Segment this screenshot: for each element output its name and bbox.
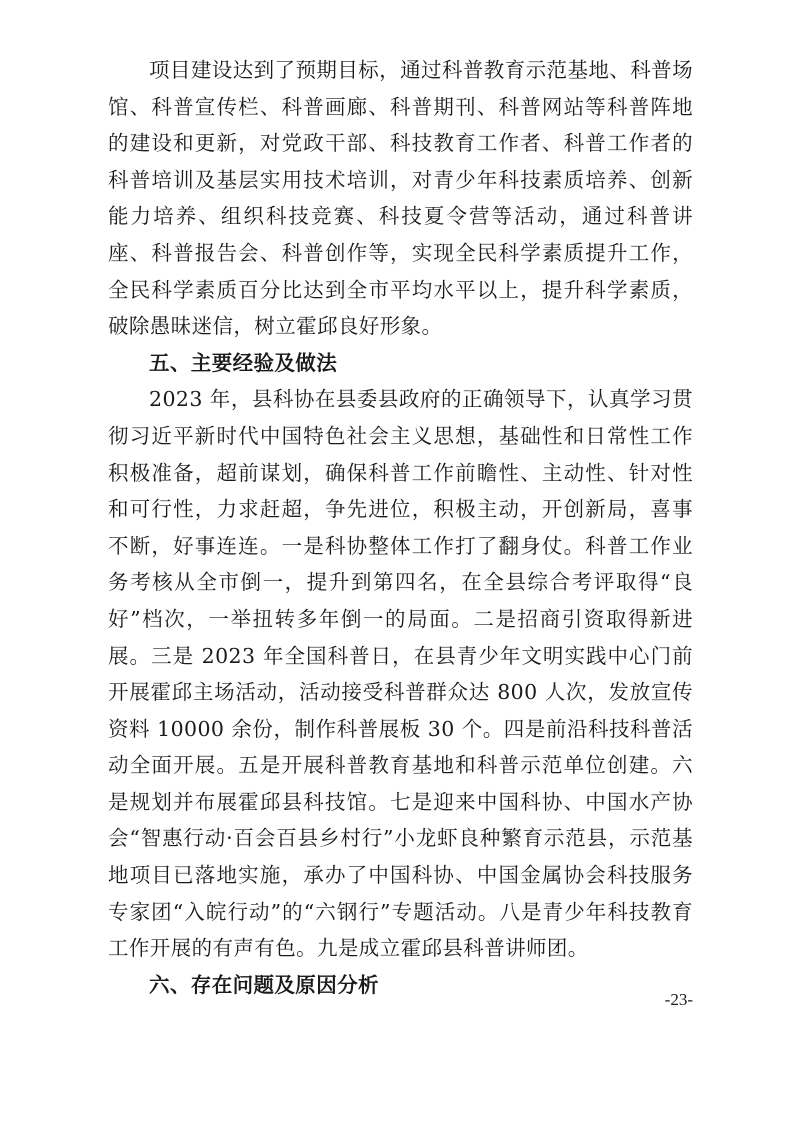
document-body	[108, 52, 693, 1003]
page-number: -23-	[664, 990, 693, 1009]
paragraph-experience: 2023 年，县科协在县委县政府的正确领导下，认真学习贯彻习近平新时代中国特色社会主义思想，基础性和日常性工作积极准备，超前谋划，确保科普工作前瞻性、主动性、针对性和可行性，力求赶超，争先进位，积极主动，开创新局，喜事不断，好事连连。一是科协整体工作打了翻身仗。科普工作业务考核从全市倒一，提升到第四名，在全县综合考评取得“良好”档次，一举扭转多年倒一的局面。二是招商引资取得新进展。三是 2023 年全国科普日，在县青少年文明实践中心门前开展霍邱主场活动，活动接受科普群众达 800 人次，发放宣传资料 10000 余份，制作科普展板 30 个。四是前沿科技科普活动全面开展。五是开展科普教育基地和科普示范单位创建。六是规划并布展霍邱县科技馆。七是迎来中国科协、中国水产协会“智惠行动·百会百县乡村行”小龙虾良种繁育示范县，示范基地项目已落地实施，承办了中国科协、中国金属协会科技服务专家团“入皖行动”的“六钢行”专题活动。八是青少年科技教育工作开展的有声有色。九是成立霍邱县科普讲师团。	[108, 387, 693, 961]
paragraph-project-outcome: 项目建设达到了预期目标，通过科普教育示范基地、科普场馆、科普宣传栏、科普画廊、科普期刊、科普网站等科普阵地的建设和更新，对党政干部、科技教育工作者、科普工作者的科普培训及基层实用技术培训，对青少年科技素质培养、创新能力培养、组织科技竞赛、科技夏令营等活动，通过科普讲座、科普报告会、科普创作等，实现全民科学素质提升工作，全民科学素质百分比达到全市平均水平以上，提升科学素质，破除愚昧迷信，树立霍邱良好形象。	[108, 58, 693, 339]
section-heading-5: 五、主要经验及做法	[149, 350, 338, 375]
section-heading-6: 六、存在问题及原因分析	[149, 972, 379, 997]
